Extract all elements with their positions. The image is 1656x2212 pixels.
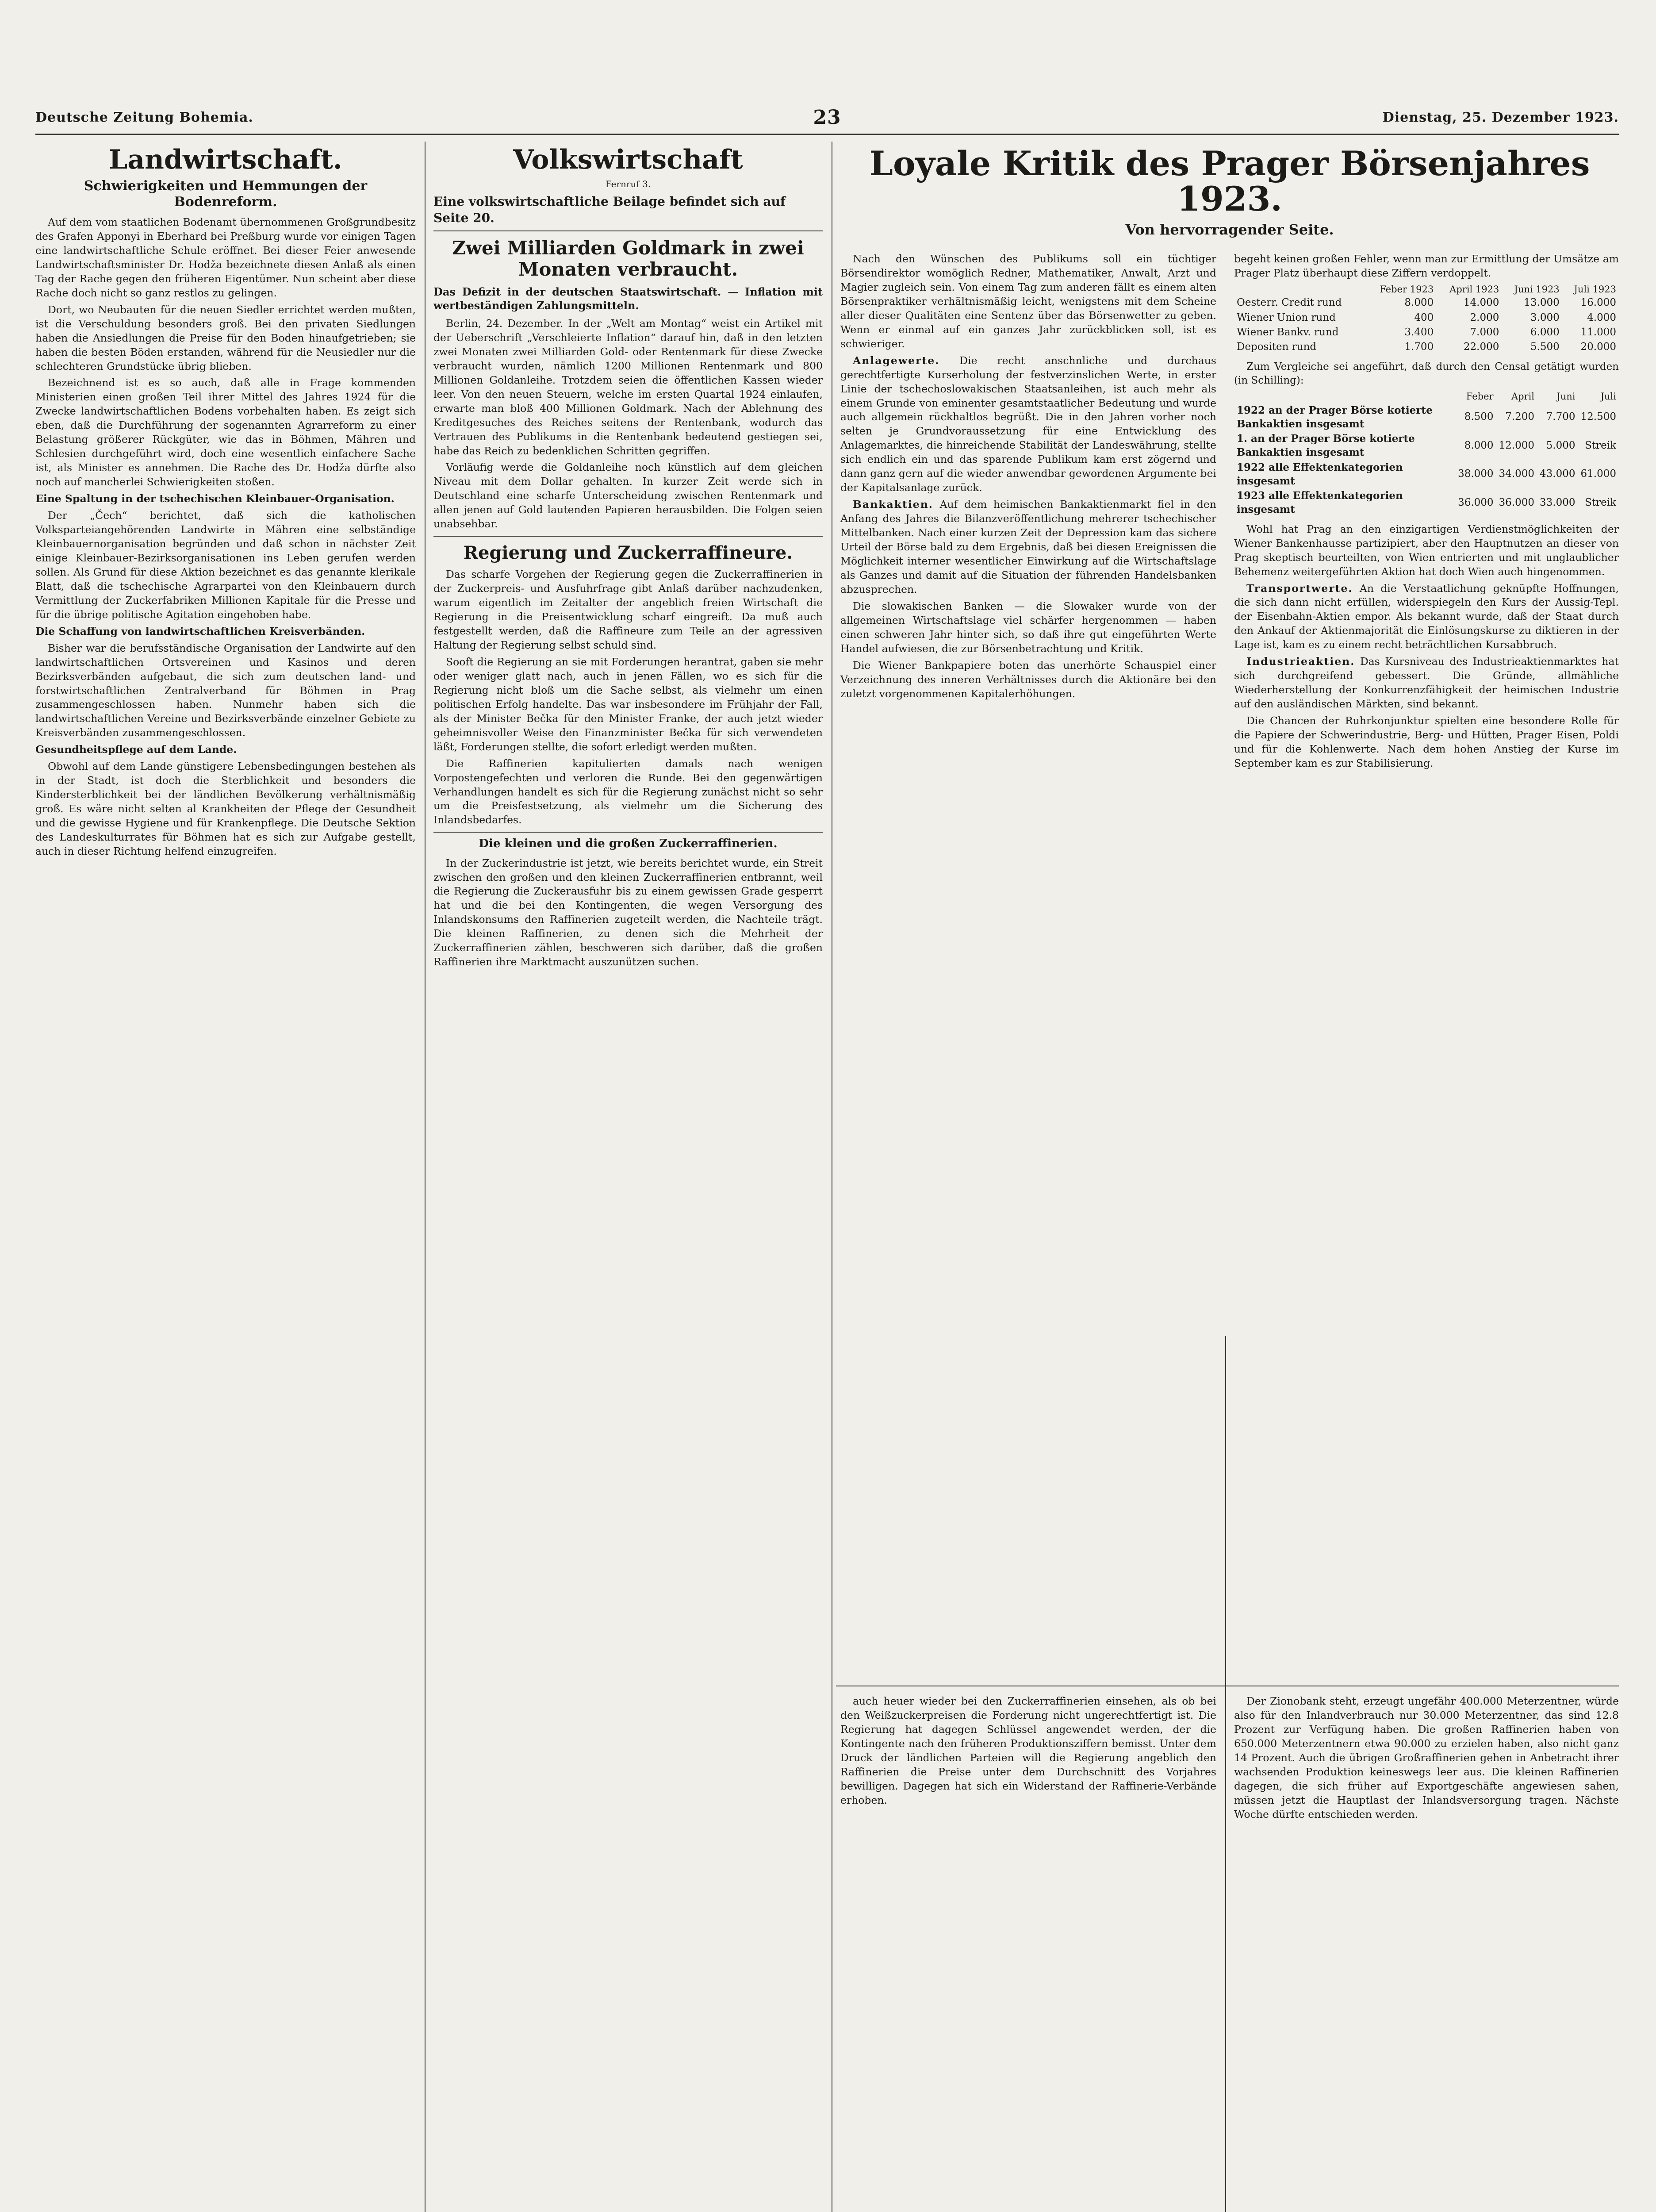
paragraph: In der Zuckerindustrie ist jetzt, wie bereits berichtet wurde, ein Streit zwischen den großen und den kleinen Zuckerraffinerien entbrannt, weil die Regierung die Zuckerausfuhr bis zu einem gewissen Grade gesperrt hat und die bei den Kontingenten, die wegen Versorgung des Inlandskonsums den Raffinerien zugeteilt werden, die Nachteile trägt. Die kleinen Raffinerien, zu denen sich die Mehrheit der Zuckerraffinerien zählen, beschweren sich darüber, daß die großen Raffinerien ihre Marktmacht auszunützen suchen.	[433, 856, 823, 968]
paragraph: Dort, wo Neubauten für die neuen Siedler errichtet werden mußten, ist die Verschuldung besonders groß. Bei den privaten Siedlungen haben die Ansiedlungen die Preise für den Boden hinaufgetrieben; sie haben die besten Böden erstanden, während für die Neusiedler nur die schlechteren Grundstücke übrig blieben.	[35, 303, 416, 373]
article-subtitle: Schwierigkeiten und Hemmungen der Bodenreform.	[84, 178, 368, 210]
paragraph: Sooft die Regierung an sie mit Forderungen herantrat, gaben sie mehr oder weniger glatt nach, auch in jenen Fällen, wo es sich für die Regierung nicht bloß um die Sache selbst, als vielmehr um einen politischen Erfolg handelte. Das war insbesondere im Frühjahr der Fall, als der Minister Bečka für den Minister Franke, der auch jetzt wieder geheimnisvoller Weise den Finanzminister Bečka für sich verwendeten läßt, Forderungen stellte, die sofort erledigt werden mußten.	[433, 655, 823, 753]
turnover-table	[1234, 283, 1619, 355]
article-lead: Das Defizit in der deutschen Staatswirtschaft. — Inflation mit wertbeständigen Zahlungsmitteln.	[433, 285, 823, 312]
paragraph: Bisher war die berufsständische Organisation der Landwirte auf den landwirtschaftlichen Ortsvereinen und Kasinos und deren Bezirksverbänden aufgebaut, die sich zum deutschen land- und forstwirtschaftlichen Zentralverband für Böhmen in Prag zusammengeschlossen haben. Nunmehr haben sich die landwirtschaftlichen Vereine und Bezirksverbände einzelner Gebiete zu Kreisverbänden zusammengeschlossen.	[35, 641, 416, 739]
column-landwirtschaft	[35, 146, 416, 2212]
table-intro: Zum Vergleiche sei angeführt, daß durch den Censal getätigt wurden (in Schilling):	[1234, 361, 1619, 386]
table-row: 1922 an der Prager Börse kotierte Bankaktien insgesamt 8.500 7.200 7.700 12.500	[1237, 404, 1616, 430]
header-rule	[35, 134, 1619, 135]
paragraph: Nach den Wünschen des Publikums soll ein tüchtiger Börsendirektor womöglich Redner, Mathematiker, Anwalt, Arzt und Magier zugleich sein. Von einem Tag zum anderen fällt es einem alten Börsenpraktiker verhältnismäßig leicht, wenigstens mit dem Scheine aller dieser Qualitäten eine Sentenz über das Börsenwetter zu geben. Wenn er einmal auf ein ganzes Jahr zurückblicken soll, ist es schwieriger.	[840, 253, 1216, 350]
page-number: 23	[813, 106, 841, 129]
supplement-notice: Eine volkswirtschaftliche Beilage befindet sich auf Seite 20.	[433, 194, 786, 225]
comparison-table	[1234, 390, 1619, 517]
paragraph: auch heuer wieder bei den Zuckerraffinerien einsehen, als ob bei den Weißzuckerpreisen die Forderung nicht ungerechtfertigt ist. Die Regierung hat dagegen Schlüssel angewendet werden, der die Kontingente nach den früheren Produktionsziffern bemisst. Unter dem Druck der ländlichen Parteien will die Regierung angeblich den Raffinerien die Preise unter dem Durchschnitt des Vorjahres bewilligen. Dagegen hat sich ein Widerstand der Raffinerie-Verbände erhoben.	[840, 1695, 1216, 1806]
section-title-landwirtschaft: Landwirtschaft.	[109, 146, 342, 175]
table-header-row: Feber April Juni Juli	[1466, 391, 1616, 402]
table-row: Wiener Union rund 400 2.000 3.000 4.000	[1237, 311, 1616, 323]
column-rule-1	[425, 142, 426, 2212]
paragraph: Die Wiener Bankpapiere boten das unerhörte Schauspiel einer Verzeichnung des inneren Verhältnisses durch die Aktionäre bei den zuletzt vorgenommenen Kapitalerhöhungen.	[840, 659, 1216, 700]
newspaper-page	[35, 106, 1619, 2212]
running-header	[35, 106, 1619, 133]
paragraph-heading: Eine Spaltung in der tschechischen Kleinbauer-Organisation.	[35, 492, 395, 505]
article-title-boersenjahr: Loyale Kritik des Prager Börsenjahres 1923.	[869, 146, 1590, 219]
paragraph: Die Raffinerien kapitulierten damals nach wenigen Vorpostengefechten und verloren die Runde. Bei den gegenwärtigen Verhandlungen handelt es sich für die Regierung zunächst nicht so sehr um die Preisfestsetzung, als vielmehr um die Sicherung des Inlandsbedarfes.	[433, 757, 823, 826]
paragraph: Das scharfe Vorgehen der Regierung gegen die Zuckerraffinerien in der Zuckerpreis- und Ausfuhrfrage gibt Anlaß darüber nachzudenken, warum eigentlich im Zeitalter der angeblich freien Wirtschaft die Regierung in die Preisentwicklung scharf eingreift. Da muß auch festgestellt werden, daß die Raffineure zum Teile an der agressiven Haltung der Regierung selbst schuld sind.	[433, 568, 823, 651]
issue-date: Dienstag, 25. Dezember 1923.	[1382, 110, 1619, 125]
phone-line: Fernruf 3.	[605, 179, 651, 189]
paragraph: Vorläufig werde die Goldanleihe noch künstlich auf dem gleichen Niveau mit dem Dollar gehalten. In kurzer Zeit werde sich in Deutschland eine scharfe Unterscheidung zwischen Rentenmark und allen jenen auf Gold lautenden Papieren herausbilden. Die Folgen seien unabsehbar.	[433, 461, 823, 530]
article-byline: Von hervorragender Seite.	[1125, 221, 1334, 238]
table-row: 1923 alle Effektenkategorien insgesamt 36.000 36.000 33.000 Streik	[1237, 490, 1616, 516]
column-continuation-right	[1234, 1694, 1619, 2212]
article-subheading: Die kleinen und die großen Zuckerraffinerien.	[479, 837, 778, 851]
section-title-volkswirtschaft: Volkswirtschaft	[513, 146, 743, 175]
paragraph: Transportwerte. An die Verstaatlichung geknüpfte Hoffnungen, die sich dann nicht erfüllen, widerspiegeln den Kurs der Aussig-Tepl. der Eisenbahn-Aktien empor. Als bekannt wurde, daß der Staat durch den Ankauf der Aktienmajorität die Einlösungskurse zu diktieren in der Lage ist, kam es zu einem recht beträchtlichen Kursabbruch.	[1234, 582, 1619, 651]
paragraph-heading: Die Schaffung von landwirtschaftlichen Kreisverbänden.	[35, 625, 365, 637]
column-boerse-left	[840, 252, 1216, 1681]
paragraph: Obwohl auf dem Lande günstigere Lebensbedingungen bestehen als in der Stadt, ist doch die Sterblichkeit und besonders die Kindersterblichkeit bei der ländlichen Bevölkerung verhältnismäßig groß. Es wäre nicht selten al Krankheiten der Pflege der Gesundheit und die gewisse Hygiene und für Krankenpflege. Die Deutsche Sektion des Landeskulturrates für Böhmen hat es sich zur Aufgabe gestellt, auch in dieser Richtung helfend einzugreifen.	[35, 760, 416, 857]
paper-name: Deutsche Zeitung Bohemia.	[35, 110, 253, 125]
table-intro: begeht keinen großen Fehler, wenn man zur Ermittlung der Umsätze am Prager Platz überhaupt diese Ziffern verdoppelt.	[1234, 253, 1619, 279]
divider	[433, 832, 823, 833]
table-row: 1. an der Prager Börse kotierte Bankaktien insgesamt 8.000 12.000 5.000 Streik	[1237, 433, 1616, 459]
column-boerse-right	[1234, 252, 1619, 1681]
table-row: Wiener Bankv. rund 3.400 7.000 6.000 11.000	[1237, 326, 1616, 338]
column-rule-3	[1225, 1336, 1226, 2212]
paragraph: Der „Čech“ berichtet, daß sich die katholischen Volksparteiangehörenden Landwirte in Mähren eine selbständige Kleinbauernorganisation begründen und daß schon in nächster Zeit einige Kleinbauer-Bezirksorganisationen ins Leben gerufen werden sollen. Als Grund für diese Aktion bezeichnet es das genannte klerikale Blatt, daß die tschechische Agrarpartei von den Kleinbauern durch Vermittlung der Zuckerfabriken Millionen Kapitale für die Presse und für die übrige politische Agitation eingehoben habe.	[35, 509, 416, 621]
paragraph: Die slowakischen Banken — die Slowaker wurde von der allgemeinen Wirtschaftslage viel schärfer hergenommen — haben einen schweren Jahr hinter sich, so daß ihre gut eingeführten Werte Handel aufwiesen, die zur Börsenbetrachtung und Kritik.	[840, 599, 1216, 655]
paragraph: Auf dem vom staatlichen Bodenamt übernommenen Großgrundbesitz des Grafen Apponyi in Eberhard bei Preßburg wurde vor einigen Tagen eine landwirtschaftliche Schule eröffnet. Bei dieser Feier anwesende Landwirtschaftsminister Dr. Hodža bezeichnete diesen Anlaß als einen Tag der Rache gegen den früheren Eigentümer. Nun scheint aber diese Rache doch nicht so ganz restlos zu gelingen.	[35, 216, 416, 299]
paragraph: Die Chancen der Ruhrkonjunktur spielten eine besondere Rolle für die Papiere der Schwerindustrie, Berg- und Hütten, Prager Eisen, Poldi und für die Kohlenwerte. Nach dem hohen Anstieg der Kurse im September kam es zur Stabilisierung.	[1234, 714, 1619, 769]
paragraph: Bezeichnend ist es so auch, daß alle in Frage kommenden Ministerien einen großen Teil ihrer Mittel des Jahres 1924 für die Zwecke landwirtschaftlichen Bodens vorbehalten haben. Es zeigt sich eben, daß die Durchführung der sogenannten Agrarreform zu einer Belastung größerer Rückgüter, wie das in Böhmen, Mähren und Schlesien durchgeführt wird, doch eine wesentlich einfachere Sache ist, als Minister es annehmen. Die Rache des Dr. Hodža dürfte also noch auf mancherlei Schwierigkeiten stoßen.	[35, 376, 416, 488]
paragraph: Berlin, 24. Dezember. In der „Welt am Montag“ weist ein Artikel mit der Ueberschrift „Verschleierte Inflation“ darauf hin, daß in den letzten zwei Monaten zwei Milliarden Gold- oder Rentenmark für diese Zwecke verbraucht wurden, nämlich 1200 Millionen Rentenmark und 800 Millionen Goldanleihe. Trotzdem seien die öffentlichen Kassen wieder leer. Von den neuen Steuern, welche im ersten Quartal 1924 einlaufen, erwarte man bloß 400 Millionen Goldmark. Nach der Ablehnung des Kreditgesuches des Reiches seitens der Rentenbank, wodurch das Vertrauen des Publikums in die Rentenbank bedeutend gestiegen sei, habe das Reich zu bedenklichen Schritten gegriffen.	[433, 317, 823, 457]
column-continuation-left	[840, 1694, 1216, 2212]
table-row: Depositen rund 1.700 22.000 5.500 20.000	[1237, 341, 1616, 353]
divider	[433, 230, 823, 231]
column-volkswirtschaft	[433, 146, 823, 2212]
article-headline: Regierung und Zuckerraffineure.	[463, 542, 793, 564]
paragraph: Anlagewerte. Die recht anschnliche und durchaus gerechtfertigte Kurserholung der festverzinslichen Werte, in erster Linie der tschechoslowakischen Staatsanleihen, ist auch mehr als einem Grunde von eminenter gesamtstaatlicher Bedeutung und wurde auch allgemein rückhaltlos begrüßt. Die in den Jahren vorher noch selten je Grundvoraussetzung für eine Entwicklung des Anlagemarktes, die hinreichende Stabilität der Landeswährung, stellte sich endlich ein und das sparende Publikum kam erst zögernd und dann ganz gern auf die wieder anwendbar gewordenen Argumente bei der Kapitalsanlage zurück.	[840, 354, 1216, 494]
paragraph: Der Zionobank steht, erzeugt ungefähr 400.000 Meterzentner, würde also für den Inlandverbrauch nur 30.000 Meterzentner, das sind 12.8 Prozent zur Verfügung haben. Die großen Raffinerien haben von 650.000 Meterzentnern etwa 90.000 zu erzielen haben, also nicht ganz 14 Prozent. Auch die übrigen Großraffinerien gehen in Anbetracht ihrer wachsenden Produktion keineswegs leer aus. Die kleinen Raffinerien dagegen, die sich früher auf Exportgeschäfte angewiesen sahen, müssen jetzt die Hauptlast der Inlandsversorgung tragen. Nächste Woche dürfte entschieden werden.	[1234, 1695, 1619, 1820]
paragraph: Bankaktien. Auf dem heimischen Bankaktienmarkt fiel in den Anfang des Jahres die Bilanzveröffentlichung mehrerer tschechischer Mittelbanken. Nach einer kurzen Zeit der Depression kam das sichere Urteil der Börse bald zu dem Ergebnis, daß bei diesen Ereignissen die Möglichkeit interner wesentlicher Einwirkung auf die Wirtschaftslage als Ganzes und damit auf die Situation der führenden Handelsbanken abzusprechen.	[840, 498, 1216, 595]
article-header-boersenjahr	[840, 146, 1619, 257]
table-row: 1922 alle Effektenkategorien insgesamt 38.000 34.000 43.000 61.000	[1237, 461, 1616, 487]
table-row: Oesterr. Credit rund 8.000 14.000 13.000 16.000	[1237, 297, 1616, 309]
article-headline: Zwei Milliarden Goldmark in zwei Monaten verbraucht.	[452, 237, 804, 280]
paragraph: Industrieaktien. Das Kursniveau des Industrieaktienmarktes hat sich durchgreifend gebessert. Die Gründe, allmähliche Wiederherstellung der Konkurrenzfähigkeit der heimischen Industrie auf den ausländischen Märkten, sind bekannt.	[1234, 655, 1619, 710]
paragraph-heading: Gesundheitspflege auf dem Lande.	[35, 743, 237, 756]
paragraph: Wohl hat Prag an den einzigartigen Verdienstmöglichkeiten der Wiener Bankenhausse partizipiert, aber den Hauptnutzen an dieser von Prag skeptisch beurteilten, von Wien entrierten und mit unglaublicher Behemenz weitergeführten Aktion hat doch Wien auch hingenommen.	[1234, 522, 1619, 578]
divider	[433, 536, 823, 537]
table-header-row: Feber 1923 April 1923 Juni 1923 Juli 1923	[1380, 284, 1616, 295]
